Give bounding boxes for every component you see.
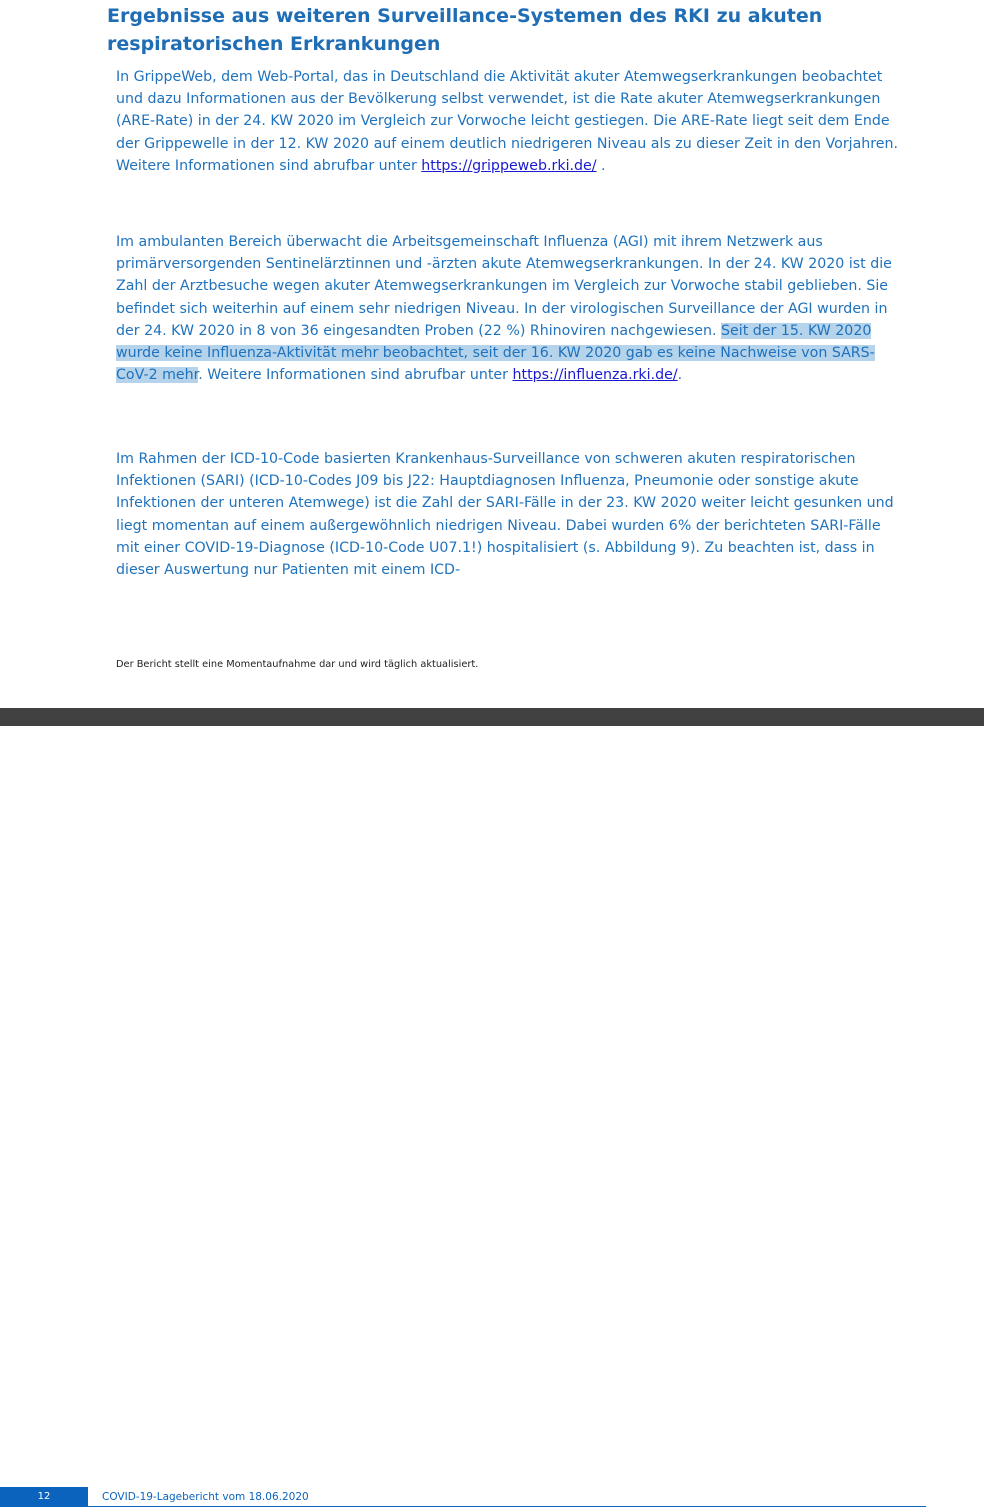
paragraph-grippeweb [116, 66, 906, 177]
paragraph-agi [116, 231, 906, 386]
page-number: 12 [37, 1491, 51, 1502]
paragraph-tail: . [677, 367, 683, 384]
paragraph-text: Im ambulanten Bereich überwacht die Arbeitsgemeinschaft Influenza (AGI) mit ihrem Netzwerk aus primärversorgenden Sentinelärztinnen und -ärzten akute Atemwegserkrankungen. In der 24. KW 2020 ist die Zahl der Arztbesuche wegen akuter Atemwegserkrankungen im Vergleich zur Vorwoche stabil geblieben. Sie befindet sich weiterhin auf einem sehr niedrigen Niveau. In der virologischen Surveillance der AGI wurden in der 24. KW 2020 in 8 von 36 eingesandten Proben (22 %) Rhinoviren nachgewiesen. [116, 234, 892, 339]
document-page [0, 0, 984, 708]
section-heading: Ergebnisse aus weiteren Surveillance-Systemen des RKI zu akuten respiratorischen Erkrankungen [107, 5, 823, 55]
paragraph-text: Im Rahmen der ICD-10-Code basierten Krankenhaus-Surveillance von schweren akuten respiratorischen Infektionen (SARI) (ICD-10-Codes J09 bis J22: Hauptdiagnosen Influenza, Pneumonie oder sonstige akute Infektionen der unteren Atemwege) ist die Zahl der SARI-Fälle in der 23. KW 2020 weiter leicht gesunken und liegt momentan auf einem außergewöhnlich niedrigen Niveau. Dabei wurden 6% der berichteten SARI-Fälle mit einer COVID-19-Diagnose (ICD-10-Code U07.1!) hospitalisiert (s. Abbildung 9). Zu beachten ist, dass in dieser Auswertung nur Patienten mit einem ICD- [116, 451, 894, 579]
selected-text-highlight[interactable]: Seit der 15. KW 2020 wurde keine Influenza-Aktivität mehr beobachtet, seit der 16. KW 2020 gab es keine Nachweise von SARS-CoV-2 mehr [116, 322, 875, 384]
paragraph-tail: . [596, 157, 606, 174]
paragraph-sari [116, 448, 906, 581]
paragraph-text: In GrippeWeb, dem Web-Portal, das in Deutschland die Aktivität akuter Atemwegserkrankungen beobachtet und dazu Informationen aus der Bevölkerung selbst verwendet, ist die Rate akuter Atemwegserkrankungen (ARE-Rate) in der 24. KW 2020 im Vergleich zur Vorwoche leicht gestiegen. Die ARE-Rate liegt seit dem Ende der Grippewelle in der 12. KW 2020 auf einem deutlich niedrigeren Niveau als zu dieser Zeit in den Vorjahren. Weitere Informationen sind abrufbar unter [116, 69, 899, 174]
footnote: Der Bericht stellt eine Momentaufnahme dar und wird täglich aktualisiert. [116, 659, 479, 670]
next-page [0, 726, 984, 1503]
paragraph-text-after-highlight: . Weitere Informationen sind abrufbar unter [198, 367, 513, 384]
page-separator [0, 708, 984, 726]
page-number-badge [0, 1487, 88, 1507]
grippeweb-link[interactable]: https://grippeweb.rki.de/ [421, 157, 597, 174]
influenza-link[interactable]: https://influenza.rki.de/ [512, 367, 678, 384]
running-header: COVID-19-Lagebericht vom 18.06.2020 [102, 1491, 309, 1503]
